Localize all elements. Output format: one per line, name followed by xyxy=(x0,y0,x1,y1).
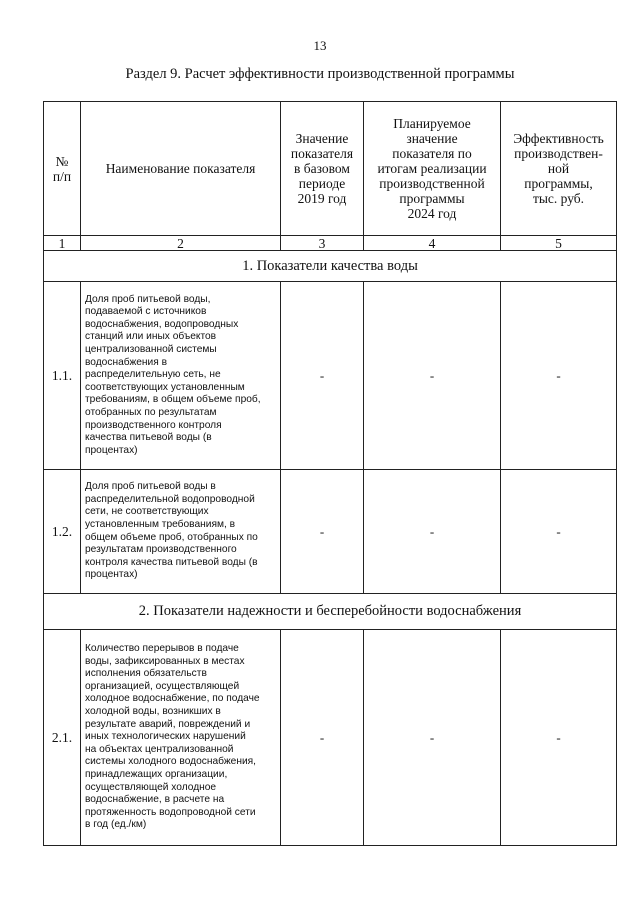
indicator-name-line: соответствующих установленным xyxy=(85,381,245,393)
indicator-name-line: исполнения обязательств xyxy=(85,668,207,680)
header-base-line: 2019 год xyxy=(297,191,347,206)
header-planned-line: программы xyxy=(399,191,465,206)
column-number-row xyxy=(44,236,617,251)
header-planned-line: Планируемое xyxy=(393,116,471,131)
planned-value-cell: - xyxy=(364,470,501,594)
indicator-name-line: процентах) xyxy=(85,444,138,456)
indicator-name-line: организацией, осуществляющей xyxy=(85,680,240,692)
table-row xyxy=(44,630,617,846)
indicator-name-line: на объектах централизованной xyxy=(85,743,234,755)
group-header-row xyxy=(44,594,617,630)
indicator-name-line: отобранных по результатам xyxy=(85,406,217,418)
indicator-name-line: водоснабжение, в расчете на xyxy=(85,794,225,806)
header-planned-line: итогам реализации xyxy=(377,161,487,176)
group-title: 2. Показатели надежности и бесперебойности водоснабжения xyxy=(44,594,617,630)
header-efficiency-line: производствен- xyxy=(514,146,603,161)
indicator-name xyxy=(81,630,281,846)
planned-value-cell: - xyxy=(364,282,501,470)
indicator-name-line: производственного контроля xyxy=(85,419,222,431)
header-planned-line: значение xyxy=(406,131,458,146)
indicator-name-line: установленным требованиям, в xyxy=(85,518,236,530)
header-base-value xyxy=(281,102,364,236)
header-planned-line: 2024 год xyxy=(407,206,457,221)
indicator-name-line: системы холодного водоснабжения, xyxy=(85,756,256,768)
header-num-line: п/п xyxy=(52,168,72,184)
header-name xyxy=(81,102,281,236)
indicator-name xyxy=(81,282,281,470)
header-planned-line: показателя по xyxy=(392,146,472,161)
table-row xyxy=(44,282,617,470)
header-planned-line: производственной xyxy=(379,176,485,191)
indicator-name-line: общем объеме проб, отобранных по xyxy=(85,531,258,543)
group-title: 1. Показатели качества воды xyxy=(44,251,617,282)
row-number: 1.1. xyxy=(44,282,81,470)
header-num xyxy=(44,102,81,236)
indicator-name-line: в год (ед./км) xyxy=(85,819,147,831)
indicator-name-line: протяженность водопроводной сети xyxy=(85,806,256,818)
column-number: 3 xyxy=(281,236,364,251)
indicator-name-line: подаваемой с источников xyxy=(85,306,207,318)
indicator-name-line: водоснабжения, водопроводных xyxy=(85,318,239,330)
header-base-line: показателя xyxy=(290,146,354,161)
base-value-cell: - xyxy=(281,282,364,470)
indicator-name xyxy=(81,470,281,594)
section-title: Раздел 9. Расчет эффективности производственной программы xyxy=(125,66,515,82)
header-efficiency-line: Эффективность xyxy=(513,131,604,146)
indicator-name-line: иных технологических нарушений xyxy=(85,731,246,743)
indicator-name-line: Доля проб питьевой воды, xyxy=(85,293,211,305)
header-efficiency-line: ной xyxy=(547,161,570,176)
indicator-name-line: процентах) xyxy=(85,569,138,581)
indicator-name-line: осуществляющей холодное xyxy=(85,781,217,793)
indicator-name-line: результате аварий, повреждений и xyxy=(85,718,251,730)
column-number: 1 xyxy=(44,236,81,251)
header-efficiency-line: программы, xyxy=(524,176,593,191)
indicator-name-line: распределительную сеть, не xyxy=(85,369,221,381)
indicator-name-line: Доля проб питьевой воды в xyxy=(85,481,216,493)
header-base-line: периоде xyxy=(298,176,346,191)
indicator-name-line: водоснабжения в xyxy=(85,356,168,368)
indicator-name-line: холодное водоснабжение, по подаче xyxy=(85,693,260,705)
header-num-line: № xyxy=(55,153,69,169)
group-header-row xyxy=(44,251,617,282)
header-planned-value xyxy=(364,102,501,236)
table-row xyxy=(44,470,617,594)
header-base-line: в базовом xyxy=(294,161,350,176)
row-number: 1.2. xyxy=(44,470,81,594)
base-value-cell: - xyxy=(281,470,364,594)
indicator-name-line: качества питьевой воды (в xyxy=(85,432,212,444)
header-base-line: Значение xyxy=(295,131,349,146)
page-number: 13 xyxy=(313,38,327,53)
indicator-name-line: сети, не соответствующих xyxy=(85,506,209,518)
indicator-name-line: результатам производственного xyxy=(85,544,237,556)
indicator-name-line: требованиям, в общем объеме проб, xyxy=(85,394,261,406)
header-name-line: Наименование показателя xyxy=(105,161,256,176)
indicator-name-line: принадлежащих организации, xyxy=(85,768,228,780)
indicator-name-line: распределительной водопроводной xyxy=(85,493,255,505)
indicator-name-line: воды, зафиксированных в местах xyxy=(85,655,245,667)
indicator-name-line: станций или иных объектов xyxy=(85,331,217,343)
header-row xyxy=(44,102,617,236)
efficiency-value-cell: - xyxy=(501,282,617,470)
indicator-name-line: Количество перерывов в подаче xyxy=(85,643,239,655)
column-number: 4 xyxy=(364,236,501,251)
planned-value-cell: - xyxy=(364,630,501,846)
efficiency-value-cell: - xyxy=(501,470,617,594)
row-number: 2.1. xyxy=(44,630,81,846)
indicator-name-line: контроля качества питьевой воды (в xyxy=(85,556,258,568)
efficiency-value-cell: - xyxy=(501,630,617,846)
header-efficiency-line: тыс. руб. xyxy=(532,191,585,206)
indicator-name-line: холодной воды, возникших в xyxy=(85,706,221,718)
header-efficiency xyxy=(501,102,617,236)
column-number: 5 xyxy=(501,236,617,251)
base-value-cell: - xyxy=(281,630,364,846)
indicator-name-line: централизованной системы xyxy=(85,344,217,356)
column-number: 2 xyxy=(81,236,281,251)
efficiency-table xyxy=(43,101,617,846)
